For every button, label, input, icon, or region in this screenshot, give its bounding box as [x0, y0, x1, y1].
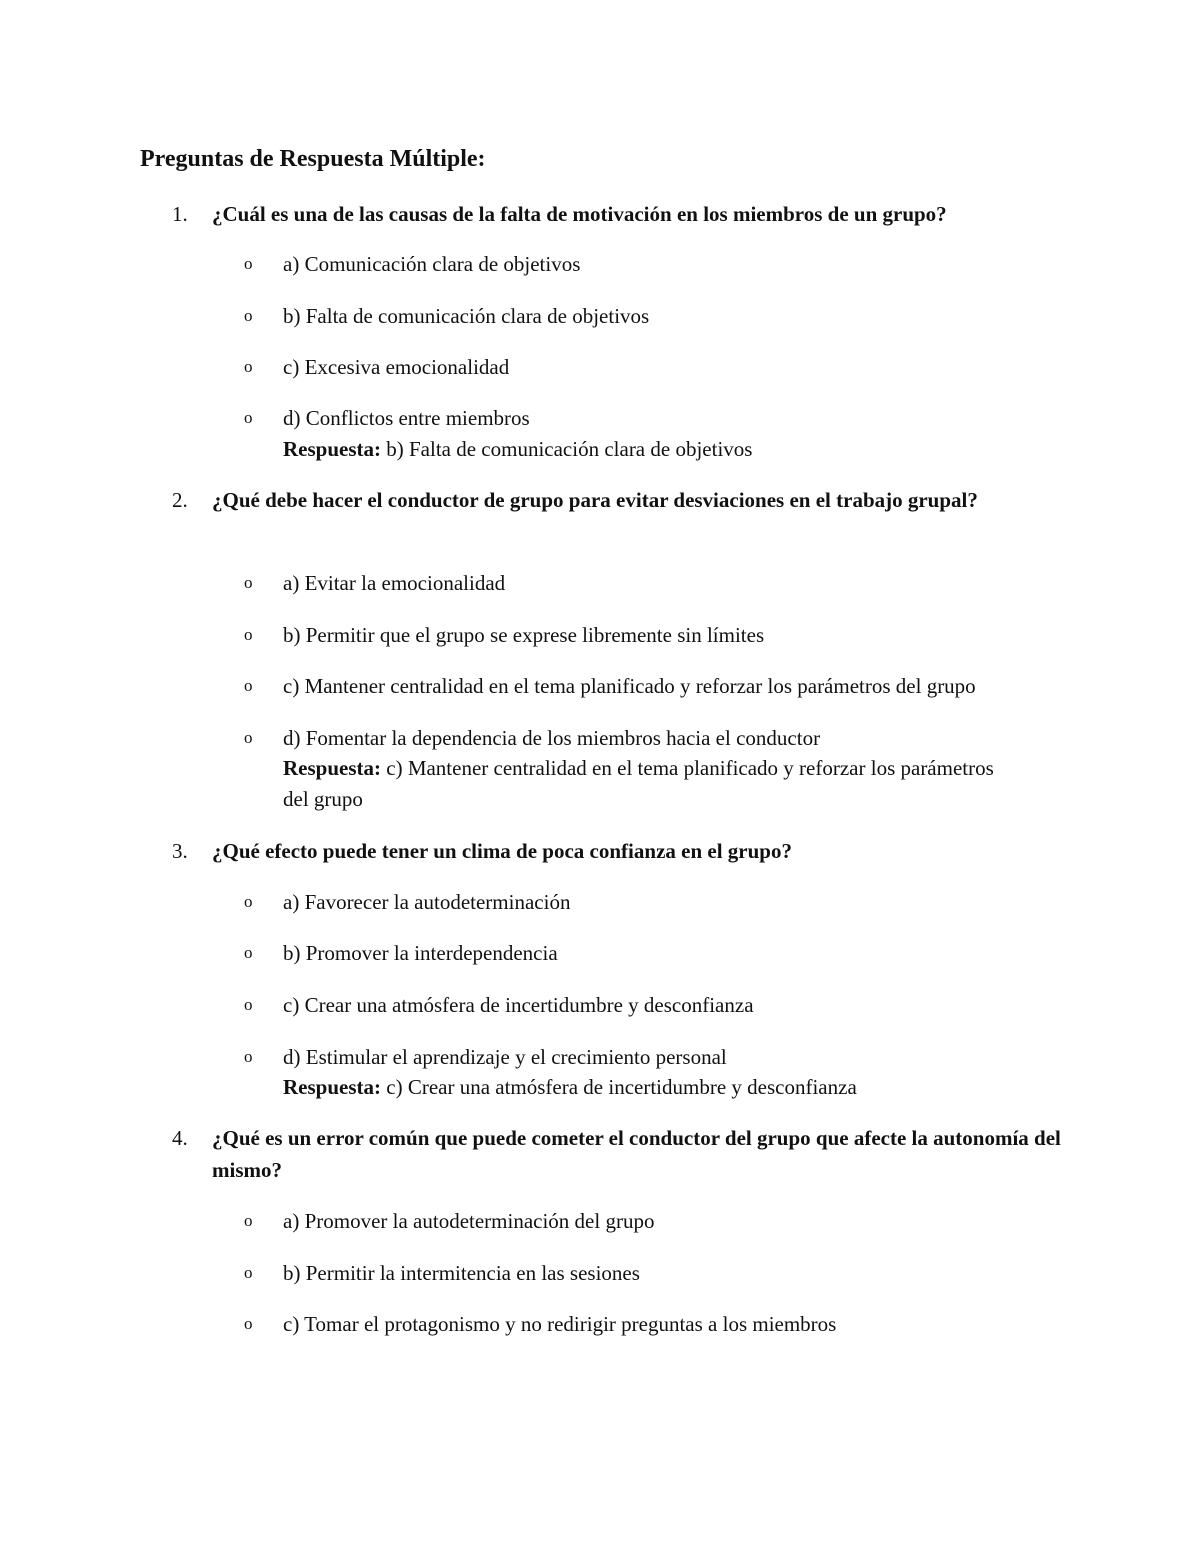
answer-label: Respuesta:: [283, 437, 381, 461]
bullet-icon: o: [244, 408, 253, 427]
option-text: d) Estimular el aprendizaje y el crecimiento personal: [283, 1045, 727, 1069]
bullet-icon: o: [244, 254, 253, 273]
option-text: a) Comunicación clara de objetivos: [283, 252, 581, 276]
bullet-icon: o: [244, 676, 253, 695]
option-text: d) Fomentar la dependencia de los miembros hacia el conductor: [283, 726, 821, 750]
question-number: 4.: [172, 1126, 188, 1150]
bullet-icon: o: [244, 1314, 253, 1333]
answer-text: c) Crear una atmósfera de incertidumbre y desconfianza: [386, 1075, 857, 1099]
question-text: ¿Qué debe hacer el conductor de grupo para evitar desviaciones en el trabajo grupal?: [212, 488, 978, 512]
option-text: b) Promover la interdependencia: [283, 941, 558, 965]
bullet-icon: o: [244, 357, 253, 376]
bullet-icon: o: [244, 892, 253, 911]
option-text: c) Tomar el protagonismo y no redirigir preguntas a los miembros: [283, 1312, 837, 1336]
answer-3: [283, 1072, 1003, 1103]
option-text: b) Permitir que el grupo se exprese libremente sin límites: [283, 623, 765, 647]
bullet-icon: o: [244, 573, 253, 592]
option-text: d) Conflictos entre miembros: [283, 406, 530, 430]
question-text: ¿Qué efecto puede tener un clima de poca confianza en el grupo?: [212, 839, 792, 863]
option-text: c) Mantener centralidad en el tema planificado y reforzar los parámetros del grupo: [283, 674, 976, 698]
option-text: b) Falta de comunicación clara de objetivos: [283, 304, 650, 328]
question-number: 3.: [172, 839, 188, 863]
bullet-icon: o: [244, 1263, 253, 1282]
answer-2: [283, 753, 1003, 815]
bullet-icon: o: [244, 1047, 253, 1066]
question-text: ¿Qué es un error común que puede cometer el conductor del grupo que afecte la autonomía del mismo?: [212, 1126, 1061, 1182]
option-text: b) Permitir la intermitencia en las sesiones: [283, 1261, 640, 1285]
bullet-icon: o: [244, 1211, 253, 1230]
answer-1: [283, 434, 1003, 465]
option-text: a) Promover la autodeterminación del grupo: [283, 1209, 655, 1233]
bullet-icon: o: [244, 306, 253, 325]
answer-text: b) Falta de comunicación clara de objetivos: [386, 437, 753, 461]
answer-label: Respuesta:: [283, 756, 381, 780]
bullet-icon: o: [244, 625, 253, 644]
answer-text: c) Mantener centralidad en el tema planificado y reforzar los parámetros del grupo: [283, 756, 994, 811]
bullet-icon: o: [244, 943, 253, 962]
question-text: ¿Cuál es una de las causas de la falta de motivación en los miembros de un grupo?: [212, 202, 947, 226]
option-text: a) Evitar la emocionalidad: [283, 571, 506, 595]
option-text: a) Favorecer la autodeterminación: [283, 890, 571, 914]
option-text: c) Crear una atmósfera de incertidumbre y desconfianza: [283, 993, 754, 1017]
bullet-icon: o: [244, 728, 253, 747]
bullet-icon: o: [244, 995, 253, 1014]
answer-label: Respuesta:: [283, 1075, 381, 1099]
question-number: 1.: [172, 202, 188, 226]
page-heading: Preguntas de Respuesta Múltiple:: [140, 146, 486, 172]
option-text: c) Excesiva emocionalidad: [283, 355, 510, 379]
question-number: 2.: [172, 488, 188, 512]
